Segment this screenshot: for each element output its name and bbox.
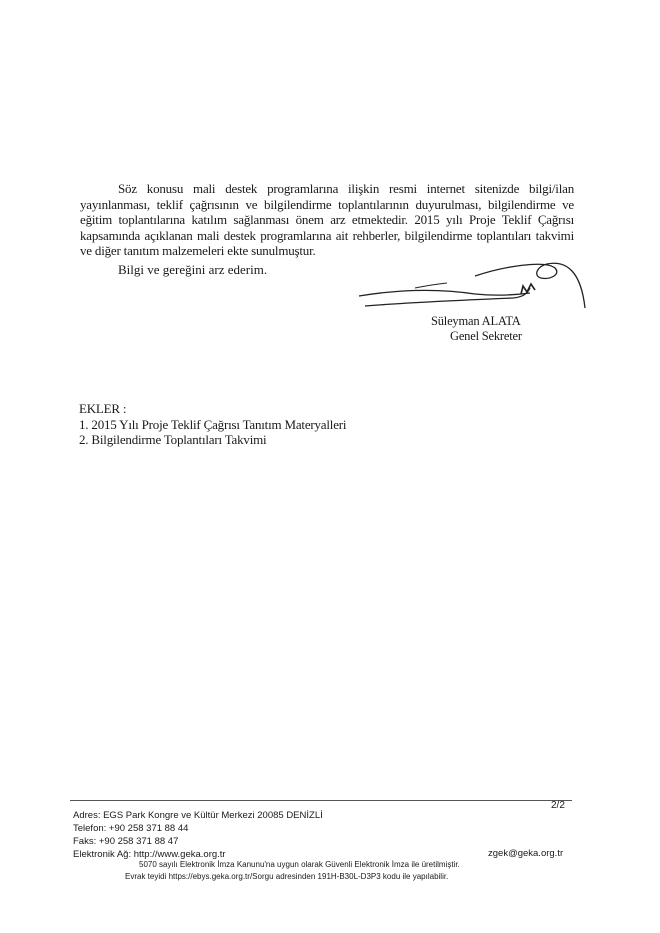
attachments-heading: EKLER : (79, 401, 127, 416)
esignature-notice: 5070 sayılı Elektronik İmza Kanunu'na uygun olarak Güvenli Elektronik İmza ile üretilmiştir. (139, 860, 460, 869)
page-number: 2/2 (551, 800, 565, 811)
attachments-section (79, 401, 346, 448)
closing-line: Bilgi ve gereğini arz ederim. (118, 262, 268, 277)
handwritten-signature (355, 258, 590, 320)
footer-contact (73, 809, 323, 861)
footer-address: Adres: EGS Park Kongre ve Kültür Merkezi 20085 DENİZLİ (73, 810, 323, 821)
footer-email-link[interactable]: zgek@geka.org.tr (488, 848, 564, 859)
body-paragraph: Söz konusu mali destek programlarına ilişkin resmi internet sitenizde bilgi/ilan yayınlanması, teklif çağrısının ve bilgilendirme toplantılarının duyurulması, bilgilendirme ve eğitim toplantılarına katılım sağlanması önem arz etmektedir. 2015 yılı Proje Teklif Çağrısı kapsamında açıklanan mali destek programlarına ait rehberler, bilgilendirme toplantıları takvimi ve diğer tanıtım malzemeleri ekte sunulmuştur. (80, 181, 574, 258)
signer-name: Süleyman ALATA (431, 314, 521, 328)
footer-fax: Faks: +90 258 371 88 47 (73, 836, 179, 847)
attachment-item: 1. 2015 Yılı Proje Teklif Çağrısı Tanıtım Materyalleri (79, 416, 347, 432)
signer-title: Genel Sekreter (450, 329, 522, 343)
footer-web-link[interactable]: Elektronik Ağ: http://www.geka.org.tr (73, 849, 226, 860)
footer-divider (70, 800, 572, 801)
attachment-item: 2. Bilgilendirme Toplantıları Takvimi (79, 432, 267, 447)
verification-notice: Evrak teyidi https://ebys.geka.org.tr/Sorgu adresinden 191H-B30L-D3P3 kodu ile yapılabilir. (125, 872, 449, 881)
footer-phone: Telefon: +90 258 371 88 44 (73, 823, 189, 834)
